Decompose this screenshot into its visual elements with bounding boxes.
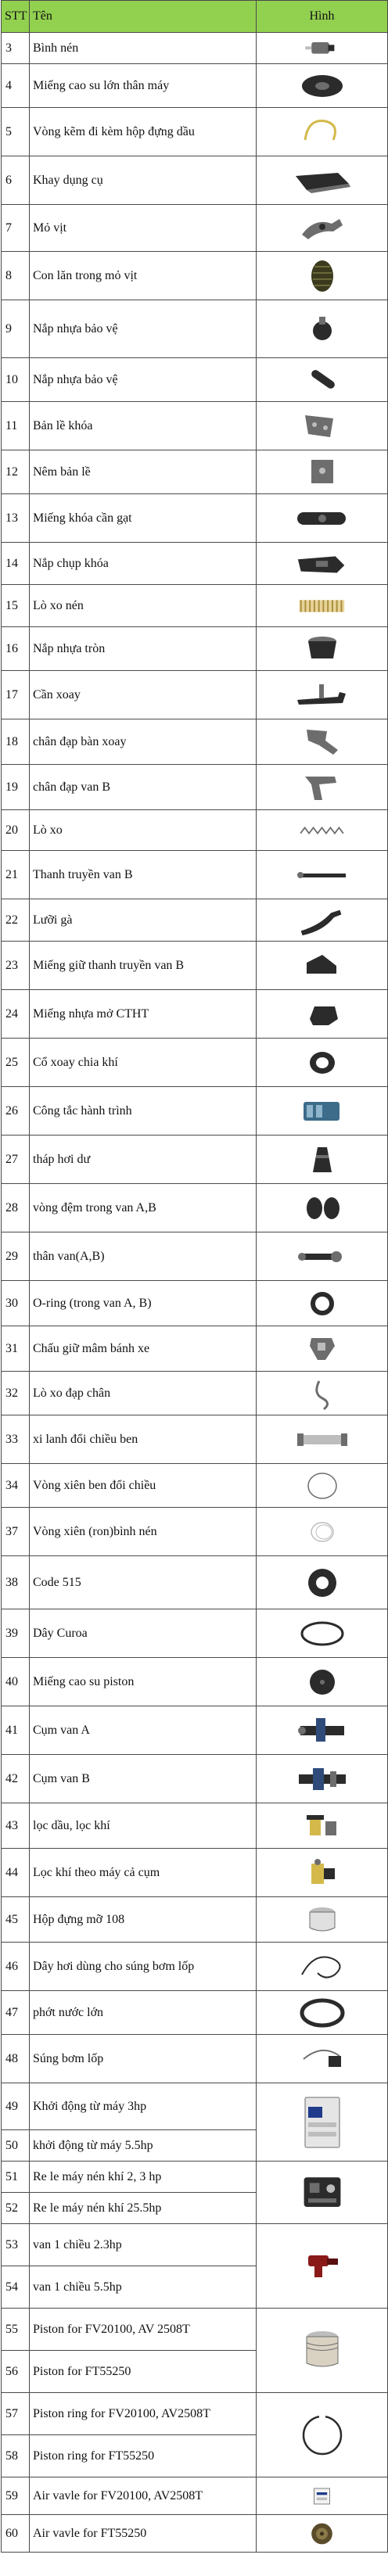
row-name: Vòng kẽm đi kèm hộp đựng dầu: [30, 108, 257, 156]
part-image: [257, 1658, 388, 1706]
hook-part-icon: [292, 902, 352, 938]
row-stt: 34: [2, 1464, 30, 1508]
row-stt: 47: [2, 1991, 30, 2035]
row-stt: 9: [2, 300, 30, 358]
row-stt: 43: [2, 1803, 30, 1849]
tray-part-icon: [291, 162, 354, 199]
table-row: [2, 1658, 388, 1706]
row-stt: 22: [2, 899, 30, 942]
row-stt: 23: [2, 942, 30, 990]
row-stt: 15: [2, 585, 30, 627]
row-stt: 3: [2, 33, 30, 64]
row-stt: 57: [2, 2393, 30, 2435]
table-row: [2, 2224, 388, 2266]
valve-part-icon: [291, 1238, 354, 1275]
part-image: [257, 358, 388, 402]
cap-part-icon: [291, 310, 354, 348]
row-stt: 6: [2, 156, 30, 205]
row-stt: 28: [2, 1184, 30, 1232]
plate-part-icon: [291, 454, 354, 491]
row-name: Air vavle for FT55250: [30, 2515, 257, 2553]
block-part-icon: [291, 996, 354, 1033]
row-name: Piston ring for FV20100, AV2508T: [30, 2393, 257, 2435]
row-stt: 59: [2, 2477, 30, 2515]
part-image: [257, 1609, 388, 1658]
table-row: [2, 2393, 388, 2435]
part-image: [257, 494, 388, 543]
row-name: Re le máy nén khí 25.5hp: [30, 2193, 257, 2224]
card-part-icon: [296, 2481, 348, 2512]
row-stt: 58: [2, 2435, 30, 2477]
row-stt: 40: [2, 1658, 30, 1706]
row-name: Bản lề khóa: [30, 402, 257, 450]
part-image: [257, 108, 388, 156]
row-name: Mỏ vịt: [30, 205, 257, 252]
part-image: [257, 851, 388, 899]
row-stt: 45: [2, 1897, 30, 1943]
row-name: Lò xo đạp chân: [30, 1372, 257, 1415]
row-name: khởi động từ máy 5.5hp: [30, 2130, 257, 2162]
part-image: [257, 1184, 388, 1232]
table-row: [2, 1136, 388, 1184]
table-row: [2, 1803, 388, 1849]
row-stt: 14: [2, 543, 30, 585]
part-image: [257, 1372, 388, 1415]
row-name: Dây Curoa: [30, 1609, 257, 1658]
pedal2-part-icon: [291, 769, 354, 806]
table-row: [2, 2477, 388, 2515]
hose-part-icon: [291, 1948, 354, 1986]
row-stt: 30: [2, 1281, 30, 1326]
row-stt: 21: [2, 851, 30, 899]
row-name: Bình nén: [30, 33, 257, 64]
clamp-part-icon: [291, 210, 354, 247]
row-stt: 48: [2, 2035, 30, 2083]
cup-part-icon: [291, 630, 354, 668]
row-name: Re le máy nén khí 2, 3 hp: [30, 2162, 257, 2193]
parts-table: [1, 0, 388, 2553]
table-row: [2, 627, 388, 671]
relay-part-icon: [294, 2165, 350, 2221]
hinge-part-icon: [291, 407, 354, 445]
spring-part-icon: [292, 588, 352, 624]
table-row: [2, 1184, 388, 1232]
row-name: tháp hơi dư: [30, 1136, 257, 1184]
bracket-part-icon: [291, 947, 354, 985]
table-row: [2, 1508, 388, 1556]
table-row: [2, 402, 388, 450]
table-row: [2, 156, 388, 205]
row-stt: 41: [2, 1706, 30, 1755]
part-image: [257, 1232, 388, 1281]
row-stt: 8: [2, 252, 30, 300]
table-row: [2, 300, 388, 358]
part-image: [257, 1508, 388, 1556]
pring-part-icon: [291, 2404, 354, 2467]
row-name: Cổ xoay chia khí: [30, 1039, 257, 1087]
box-part-icon: [291, 2091, 354, 2154]
arm-part-icon: [291, 676, 354, 714]
part-image: [257, 450, 388, 494]
table-row: [2, 205, 388, 252]
header-row: [2, 1, 388, 33]
row-stt: 38: [2, 1556, 30, 1609]
part-image: [257, 1897, 388, 1943]
row-name: chân đạp van B: [30, 765, 257, 810]
ring-part-icon: [291, 1044, 354, 1082]
row-name: Hộp đựng mỡ 108: [30, 1897, 257, 1943]
row-name: Nắp chụp khóa: [30, 543, 257, 585]
table-row: [2, 810, 388, 851]
row-name: van 1 chiều 2.3hp: [30, 2224, 257, 2266]
table-row: [2, 1897, 388, 1943]
spring3-part-icon: [291, 1375, 354, 1412]
row-stt: 7: [2, 205, 30, 252]
row-name: Khay dụng cụ: [30, 156, 257, 205]
cylinder-part-icon: [291, 1421, 354, 1458]
row-stt: 46: [2, 1943, 30, 1991]
lever-part-icon: [291, 500, 354, 537]
row-name: Chấu giữ mâm bánh xe: [30, 1326, 257, 1372]
oring-part-icon: [291, 1285, 354, 1322]
row-name: Miếng cao su piston: [30, 1658, 257, 1706]
row-stt: 37: [2, 1508, 30, 1556]
row-stt: 16: [2, 627, 30, 671]
row-name: Khởi động từ máy 3hp: [30, 2083, 257, 2130]
loop2-part-icon: [291, 1513, 354, 1551]
filter-part-icon: [291, 1807, 354, 1845]
spring2-part-icon: [293, 813, 350, 848]
rod-part-icon: [291, 856, 354, 894]
bigring-part-icon: [291, 1994, 354, 2032]
gear-part-icon: [296, 2518, 348, 2549]
part-image: [257, 1556, 388, 1609]
part-image: [257, 2477, 388, 2515]
part-image: [257, 1326, 388, 1372]
part-image: [257, 2162, 388, 2224]
row-stt: 27: [2, 1136, 30, 1184]
valveB-part-icon: [291, 1760, 354, 1798]
table-row: [2, 1556, 388, 1609]
row-name: Air vavle for FV20100, AV2508T: [30, 2477, 257, 2515]
part-image: [257, 33, 388, 64]
table-row: [2, 64, 388, 108]
row-name: Piston for FV20100, AV 2508T: [30, 2309, 257, 2351]
wire-part-icon: [291, 113, 354, 151]
seal-part-icon: [291, 1189, 354, 1227]
row-name: Thanh truyền van B: [30, 851, 257, 899]
row-stt: 51: [2, 2162, 30, 2193]
part-image: [257, 1991, 388, 2035]
header-image: Hình: [257, 1, 388, 33]
belt-part-icon: [291, 1615, 354, 1652]
row-stt: 53: [2, 2224, 30, 2266]
row-stt: 17: [2, 671, 30, 719]
part-image: [257, 810, 388, 851]
row-stt: 10: [2, 358, 30, 402]
part-image: [257, 1849, 388, 1897]
row-stt: 52: [2, 2193, 30, 2224]
roller-part-icon: [291, 257, 354, 295]
part-image: [257, 1136, 388, 1184]
row-name: Nắp nhựa bảo vệ: [30, 358, 257, 402]
table-row: [2, 1464, 388, 1508]
row-name: Piston for FT55250: [30, 2351, 257, 2393]
part-image: [257, 2393, 388, 2477]
row-name: van 1 chiều 5.5hp: [30, 2266, 257, 2309]
part-image: [257, 671, 388, 719]
row-name: lọc dầu, lọc khí: [30, 1803, 257, 1849]
row-stt: 19: [2, 765, 30, 810]
table-row: [2, 1326, 388, 1372]
header-stt: STT: [2, 1, 30, 33]
row-stt: 26: [2, 1087, 30, 1136]
row-stt: 31: [2, 1326, 30, 1372]
table-row: [2, 543, 388, 585]
row-stt: 60: [2, 2515, 30, 2553]
pad-part-icon: [291, 67, 354, 105]
row-name: thân van(A,B): [30, 1232, 257, 1281]
row-name: Vòng xiên (ron)bình nén: [30, 1508, 257, 1556]
table-row: [2, 942, 388, 990]
table-row: [2, 2309, 388, 2351]
table-row: [2, 585, 388, 627]
row-name: phớt nước lớn: [30, 1991, 257, 2035]
table-row: [2, 1706, 388, 1755]
table-row: [2, 1991, 388, 2035]
motor-part-icon: [301, 36, 343, 61]
table-row: [2, 33, 388, 64]
row-stt: 24: [2, 990, 30, 1039]
disc-part-icon: [291, 1663, 354, 1701]
table-row: [2, 252, 388, 300]
row-name: Lò xo nén: [30, 585, 257, 627]
table-row: [2, 1232, 388, 1281]
part-image: [257, 543, 388, 585]
row-stt: 33: [2, 1415, 30, 1464]
table-row: [2, 1087, 388, 1136]
part-image: [257, 1415, 388, 1464]
row-name: Nêm bản lề: [30, 450, 257, 494]
table-row: [2, 671, 388, 719]
row-stt: 49: [2, 2083, 30, 2130]
row-name: Lọc khí theo máy cả cụm: [30, 1849, 257, 1897]
row-stt: 11: [2, 402, 30, 450]
part-image: [257, 990, 388, 1039]
part-image: [257, 899, 388, 942]
table-row: [2, 2083, 388, 2130]
lock-part-icon: [292, 546, 352, 582]
row-stt: 20: [2, 810, 30, 851]
row-stt: 25: [2, 1039, 30, 1087]
part-image: [257, 585, 388, 627]
row-stt: 39: [2, 1609, 30, 1658]
table-row: [2, 108, 388, 156]
pedal-part-icon: [291, 723, 354, 761]
row-name: Nắp nhựa bảo vệ: [30, 300, 257, 358]
part-image: [257, 1087, 388, 1136]
table-row: [2, 1372, 388, 1415]
row-stt: 55: [2, 2309, 30, 2351]
row-name: chân đạp bàn xoay: [30, 719, 257, 765]
row-name: Miếng giữ thanh truyền van B: [30, 942, 257, 990]
part-image: [257, 252, 388, 300]
row-stt: 44: [2, 1849, 30, 1897]
row-name: Công tắc hành trình: [30, 1087, 257, 1136]
tower-part-icon: [291, 1141, 354, 1179]
table-row: [2, 494, 388, 543]
row-name: Súng bơm lốp: [30, 2035, 257, 2083]
row-name: Miếng nhựa mở CTHT: [30, 990, 257, 1039]
check-part-icon: [291, 2235, 354, 2298]
row-name: Cụm van A: [30, 1706, 257, 1755]
part-image: [257, 719, 388, 765]
row-name: Lưỡi gà: [30, 899, 257, 942]
table-row: [2, 1755, 388, 1803]
part-image: [257, 627, 388, 671]
table-row: [2, 358, 388, 402]
bar-part-icon: [291, 361, 354, 399]
row-stt: 13: [2, 494, 30, 543]
valveA-part-icon: [291, 1712, 354, 1749]
jaw-part-icon: [291, 1330, 354, 1368]
row-name: O-ring (trong van A, B): [30, 1281, 257, 1326]
row-stt: 4: [2, 64, 30, 108]
table-row: [2, 450, 388, 494]
part-image: [257, 2309, 388, 2393]
row-name: Piston ring for FT55250: [30, 2435, 257, 2477]
table-row: [2, 851, 388, 899]
table-row: [2, 2035, 388, 2083]
row-stt: 18: [2, 719, 30, 765]
table-row: [2, 1849, 388, 1897]
part-image: [257, 2515, 388, 2553]
table-row: [2, 899, 388, 942]
part-image: [257, 402, 388, 450]
row-name: Cần xoay: [30, 671, 257, 719]
part-image: [257, 2083, 388, 2162]
row-name: Code 515: [30, 1556, 257, 1609]
part-image: [257, 1039, 388, 1087]
header-name: Tên: [30, 1, 257, 33]
row-name: Con lăn trong mỏ vịt: [30, 252, 257, 300]
jar-part-icon: [291, 1901, 354, 1939]
part-image: [257, 156, 388, 205]
row-name: Dây hơi dùng cho súng bơm lốp: [30, 1943, 257, 1991]
part-image: [257, 205, 388, 252]
part-image: [257, 1943, 388, 1991]
part-image: [257, 300, 388, 358]
tire-part-icon: [291, 1564, 354, 1602]
row-stt: 42: [2, 1755, 30, 1803]
table-row: [2, 2162, 388, 2193]
part-image: [257, 1755, 388, 1803]
part-image: [257, 64, 388, 108]
part-image: [257, 1803, 388, 1849]
row-stt: 32: [2, 1372, 30, 1415]
table-row: [2, 1943, 388, 1991]
part-image: [257, 1464, 388, 1508]
row-stt: 5: [2, 108, 30, 156]
row-stt: 12: [2, 450, 30, 494]
part-image: [257, 2224, 388, 2309]
piston-part-icon: [291, 2319, 354, 2382]
row-name: xi lanh đổi chiều ben: [30, 1415, 257, 1464]
part-image: [257, 1706, 388, 1755]
row-stt: 56: [2, 2351, 30, 2393]
gun-part-icon: [291, 2040, 354, 2078]
row-stt: 29: [2, 1232, 30, 1281]
table-row: [2, 1281, 388, 1326]
table-row: [2, 990, 388, 1039]
row-name: Cụm van B: [30, 1755, 257, 1803]
loop-part-icon: [291, 1467, 354, 1505]
table-row: [2, 719, 388, 765]
row-name: Lò xo: [30, 810, 257, 851]
row-name: Vòng xiên ben đổi chiều: [30, 1464, 257, 1508]
row-name: vòng đệm trong van A,B: [30, 1184, 257, 1232]
row-name: Nắp nhựa tròn: [30, 627, 257, 671]
part-image: [257, 1281, 388, 1326]
switch-part-icon: [291, 1092, 354, 1130]
table-row: [2, 1609, 388, 1658]
row-name: Miếng cao su lớn thân máy: [30, 64, 257, 108]
table-row: [2, 765, 388, 810]
row-stt: 50: [2, 2130, 30, 2162]
filter2-part-icon: [291, 1854, 354, 1892]
row-name: Miếng khóa cần gạt: [30, 494, 257, 543]
table-row: [2, 2515, 388, 2553]
part-image: [257, 942, 388, 990]
table-row: [2, 1039, 388, 1087]
row-stt: 54: [2, 2266, 30, 2309]
table-row: [2, 1415, 388, 1464]
part-image: [257, 2035, 388, 2083]
part-image: [257, 765, 388, 810]
